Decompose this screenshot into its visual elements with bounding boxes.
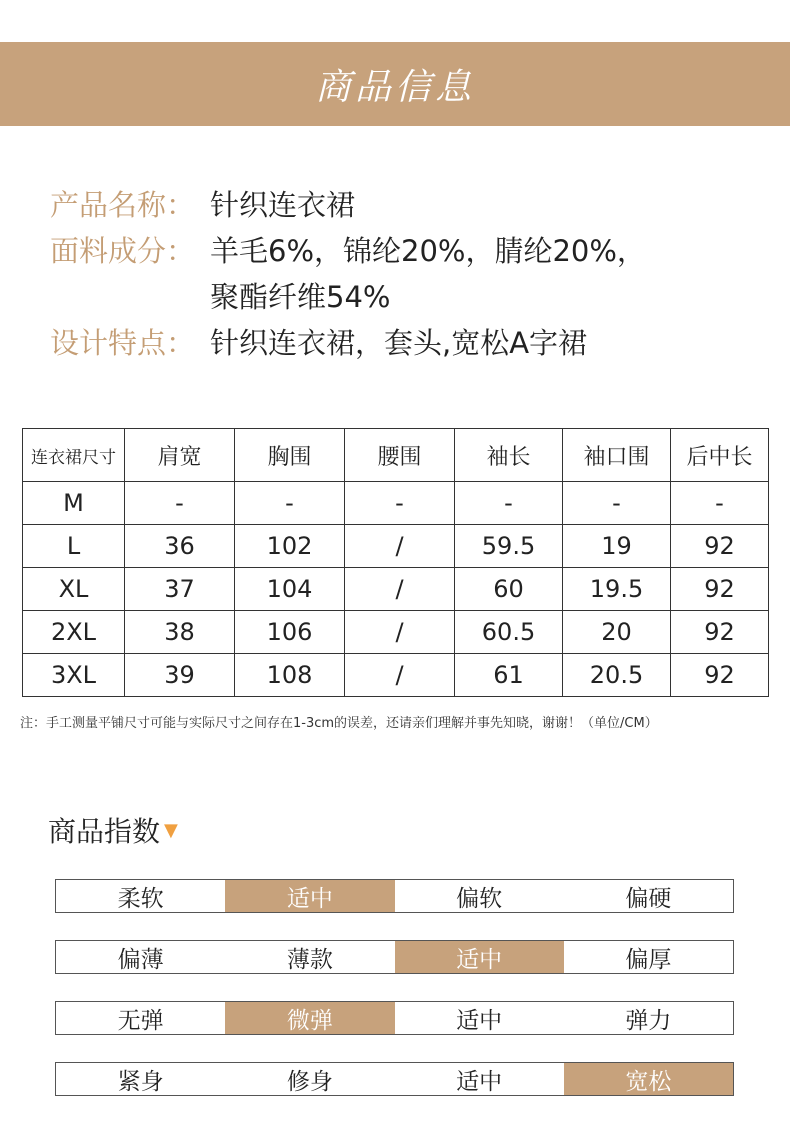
table-row — [23, 568, 769, 611]
table-cell: 19.5 — [563, 568, 671, 611]
table-cell: - — [563, 482, 671, 525]
table-cell: 92 — [671, 654, 769, 697]
info-value — [210, 182, 355, 228]
scale-option: 修身 — [286, 1068, 333, 1095]
scale-option: 偏软 — [456, 885, 503, 912]
scale-option: 无弹 — [117, 1007, 164, 1034]
info-value — [210, 320, 587, 366]
scale-option: 偏薄 — [117, 946, 164, 973]
table-cell: 59.5 — [455, 525, 563, 568]
triangle-down-icon: ▼ — [164, 819, 178, 841]
header-cell: 腰围 — [345, 429, 455, 482]
table-cell: - — [125, 482, 235, 525]
table-cell: L — [23, 525, 125, 568]
info-value-line: 针织连衣裙，套头,宽松A字裙 — [210, 326, 588, 360]
header-cell: 连衣裙尺寸 — [23, 429, 125, 482]
header-cell: 袖长 — [455, 429, 563, 482]
scale-option: 适中 — [456, 1068, 503, 1095]
table-cell: 36 — [125, 525, 235, 568]
table-cell: 38 — [125, 611, 235, 654]
banner-title: 商品信息 — [314, 66, 475, 108]
scale-option: 适中 — [395, 941, 564, 973]
info-row-material — [50, 228, 750, 320]
scale-option: 适中 — [456, 1007, 503, 1034]
scale-option: 偏硬 — [625, 885, 672, 912]
scale-option: 适中 — [225, 880, 394, 912]
table-cell: 92 — [671, 568, 769, 611]
table-cell: / — [345, 568, 455, 611]
scale-option: 柔软 — [117, 885, 164, 912]
table-cell: M — [23, 482, 125, 525]
table-cell: 20 — [563, 611, 671, 654]
table-row — [23, 654, 769, 697]
table-cell: 102 — [235, 525, 345, 568]
table-cell: 108 — [235, 654, 345, 697]
table-header-row — [23, 429, 769, 482]
index-title: 商品指数 — [48, 815, 161, 848]
scale-option: 宽松 — [564, 1063, 733, 1095]
info-label: 设计特点： — [50, 326, 196, 360]
section-banner — [0, 42, 790, 126]
header-cell: 袖口围 — [563, 429, 671, 482]
table-cell: 60 — [455, 568, 563, 611]
table-cell: 19 — [563, 525, 671, 568]
info-row-name — [50, 182, 750, 228]
table-cell: / — [345, 611, 455, 654]
table-cell: 20.5 — [563, 654, 671, 697]
table-row — [23, 482, 769, 525]
info-value — [210, 228, 646, 320]
scale-option: 紧身 — [117, 1068, 164, 1095]
scale-fit — [55, 1062, 734, 1096]
table-cell: 92 — [671, 525, 769, 568]
table-cell: - — [235, 482, 345, 525]
table-cell: 92 — [671, 611, 769, 654]
table-cell: XL — [23, 568, 125, 611]
table-row — [23, 525, 769, 568]
scale-option: 偏厚 — [625, 946, 672, 973]
table-cell: 3XL — [23, 654, 125, 697]
scale-thickness — [55, 940, 734, 974]
table-cell: - — [671, 482, 769, 525]
info-row-design — [50, 320, 750, 366]
header-cell: 肩宽 — [125, 429, 235, 482]
product-info — [50, 182, 750, 366]
table-cell: 104 — [235, 568, 345, 611]
scale-option: 薄款 — [286, 946, 333, 973]
table-cell: 60.5 — [455, 611, 563, 654]
scale-softness — [55, 879, 734, 913]
table-cell: - — [345, 482, 455, 525]
scale-option: 微弹 — [225, 1002, 394, 1034]
index-heading — [48, 810, 178, 850]
table-cell: 37 — [125, 568, 235, 611]
table-cell: - — [455, 482, 563, 525]
measurement-note: 注：手工测量平铺尺寸可能与实际尺寸之间存在1-3cm的误差，还请亲们理解并事先知晓，谢谢！（单位/CM） — [20, 716, 658, 731]
table-cell: / — [345, 525, 455, 568]
info-label: 面料成分： — [50, 234, 196, 268]
header-cell: 胸围 — [235, 429, 345, 482]
info-value-line: 针织连衣裙 — [210, 188, 356, 222]
scale-option: 弹力 — [625, 1007, 672, 1034]
size-table — [22, 428, 769, 697]
table-cell: 61 — [455, 654, 563, 697]
table-cell: / — [345, 654, 455, 697]
info-value-line: 聚酯纤维54% — [210, 280, 391, 314]
scale-elasticity — [55, 1001, 734, 1035]
header-cell: 后中长 — [671, 429, 769, 482]
table-cell: 106 — [235, 611, 345, 654]
info-value-line: 羊毛6%，锦纶20%，腈纶20%， — [210, 234, 646, 268]
table-cell: 39 — [125, 654, 235, 697]
table-row — [23, 611, 769, 654]
info-label: 产品名称： — [50, 188, 196, 222]
table-cell: 2XL — [23, 611, 125, 654]
